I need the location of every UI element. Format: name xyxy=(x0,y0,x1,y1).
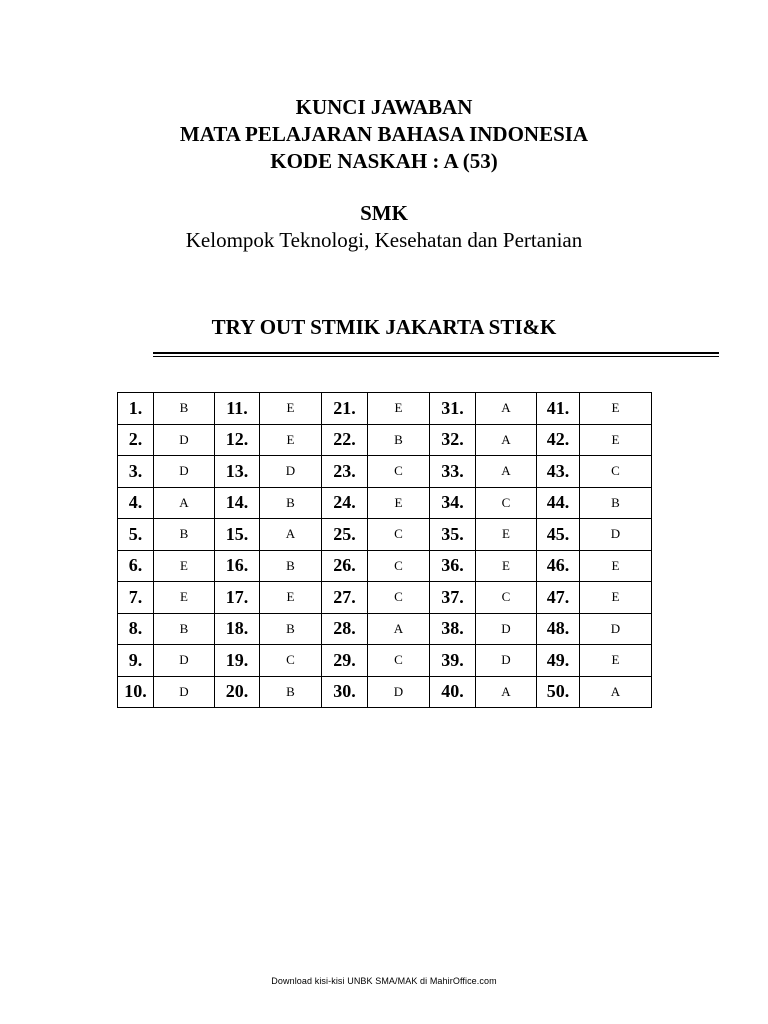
answer-letter: E xyxy=(476,519,537,551)
question-number: 1. xyxy=(118,393,154,425)
question-number: 48. xyxy=(537,613,580,645)
question-number: 19. xyxy=(215,645,260,677)
answer-letter: B xyxy=(260,550,322,582)
answer-letter: D xyxy=(580,613,652,645)
answer-letter: D xyxy=(154,645,215,677)
question-number: 49. xyxy=(537,645,580,677)
table-row xyxy=(118,424,652,456)
question-number: 16. xyxy=(215,550,260,582)
answer-letter: E xyxy=(580,582,652,614)
answer-letter: D xyxy=(368,676,430,708)
footer-note: Download kisi-kisi UNBK SMA/MAK di MahirOffice.com xyxy=(271,976,497,986)
answer-letter: B xyxy=(154,393,215,425)
answer-letter: B xyxy=(154,519,215,551)
answer-letter: B xyxy=(368,424,430,456)
question-number: 6. xyxy=(118,550,154,582)
answer-letter: A xyxy=(476,424,537,456)
answer-letter: C xyxy=(368,645,430,677)
answer-letter: E xyxy=(260,393,322,425)
table-row xyxy=(118,487,652,519)
question-number: 11. xyxy=(215,393,260,425)
answer-letter: A xyxy=(476,676,537,708)
table-row xyxy=(118,550,652,582)
question-number: 31. xyxy=(430,393,476,425)
question-number: 34. xyxy=(430,487,476,519)
answer-letter: E xyxy=(580,393,652,425)
answer-letter: C xyxy=(476,487,537,519)
answer-letter: E xyxy=(260,424,322,456)
answer-letter: C xyxy=(260,645,322,677)
answer-letter: C xyxy=(368,582,430,614)
question-number: 46. xyxy=(537,550,580,582)
program-subtitle: Kelompok Teknologi, Kesehatan dan Pertanian xyxy=(185,228,583,252)
answer-letter: B xyxy=(260,676,322,708)
answer-letter: A xyxy=(368,613,430,645)
answer-letter: B xyxy=(580,487,652,519)
question-number: 47. xyxy=(537,582,580,614)
answer-letter: E xyxy=(154,550,215,582)
question-number: 14. xyxy=(215,487,260,519)
question-number: 4. xyxy=(118,487,154,519)
answer-letter: A xyxy=(580,676,652,708)
question-number: 45. xyxy=(537,519,580,551)
question-number: 9. xyxy=(118,645,154,677)
answer-letter: A xyxy=(260,519,322,551)
title-line: KUNCI JAWABAN xyxy=(295,95,473,119)
table-row xyxy=(118,519,652,551)
answer-letter: E xyxy=(580,424,652,456)
question-number: 30. xyxy=(322,676,368,708)
question-number: 25. xyxy=(322,519,368,551)
question-number: 35. xyxy=(430,519,476,551)
question-number: 32. xyxy=(430,424,476,456)
question-number: 50. xyxy=(537,676,580,708)
answer-letter: E xyxy=(476,550,537,582)
question-number: 10. xyxy=(118,676,154,708)
answer-letter: D xyxy=(154,676,215,708)
answer-letter: B xyxy=(154,613,215,645)
question-number: 36. xyxy=(430,550,476,582)
question-number: 27. xyxy=(322,582,368,614)
answer-letter: D xyxy=(476,645,537,677)
question-number: 29. xyxy=(322,645,368,677)
question-number: 18. xyxy=(215,613,260,645)
answer-letter: C xyxy=(368,519,430,551)
answer-letter: A xyxy=(154,487,215,519)
question-number: 37. xyxy=(430,582,476,614)
question-number: 42. xyxy=(537,424,580,456)
table-row xyxy=(118,393,652,425)
question-number: 5. xyxy=(118,519,154,551)
title-line: KODE NASKAH : A (53) xyxy=(270,149,498,173)
answer-letter: A xyxy=(476,393,537,425)
answer-letter: D xyxy=(154,424,215,456)
question-number: 20. xyxy=(215,676,260,708)
divider-line-thick xyxy=(153,352,719,354)
question-number: 33. xyxy=(430,456,476,488)
answer-letter: E xyxy=(580,645,652,677)
question-number: 8. xyxy=(118,613,154,645)
divider-line-thin xyxy=(153,356,719,357)
tryout-heading: TRY OUT STMIK JAKARTA STI&K xyxy=(211,315,557,339)
question-number: 21. xyxy=(322,393,368,425)
table-row xyxy=(118,613,652,645)
answer-letter: A xyxy=(476,456,537,488)
question-number: 17. xyxy=(215,582,260,614)
question-number: 41. xyxy=(537,393,580,425)
question-number: 28. xyxy=(322,613,368,645)
question-number: 43. xyxy=(537,456,580,488)
table-row xyxy=(118,582,652,614)
question-number: 40. xyxy=(430,676,476,708)
answer-letter: B xyxy=(260,487,322,519)
answer-key-table xyxy=(117,392,652,708)
question-number: 13. xyxy=(215,456,260,488)
question-number: 23. xyxy=(322,456,368,488)
question-number: 15. xyxy=(215,519,260,551)
answer-letter: E xyxy=(260,582,322,614)
question-number: 7. xyxy=(118,582,154,614)
answer-letter: E xyxy=(580,550,652,582)
question-number: 44. xyxy=(537,487,580,519)
answer-letter: D xyxy=(154,456,215,488)
answer-letter: B xyxy=(260,613,322,645)
question-number: 39. xyxy=(430,645,476,677)
answer-letter: D xyxy=(580,519,652,551)
table-row xyxy=(118,456,652,488)
question-number: 38. xyxy=(430,613,476,645)
answer-letter: C xyxy=(476,582,537,614)
answer-key-body xyxy=(118,393,652,708)
answer-letter: D xyxy=(260,456,322,488)
answer-letter: E xyxy=(154,582,215,614)
table-row xyxy=(118,645,652,677)
answer-letter: C xyxy=(368,456,430,488)
answer-letter: C xyxy=(580,456,652,488)
answer-letter: E xyxy=(368,393,430,425)
table-row xyxy=(118,676,652,708)
question-number: 26. xyxy=(322,550,368,582)
title-line: MATA PELAJARAN BAHASA INDONESIA xyxy=(179,122,589,146)
program-heading: SMK xyxy=(360,201,408,225)
answer-letter: D xyxy=(476,613,537,645)
document-title xyxy=(0,94,768,175)
question-number: 3. xyxy=(118,456,154,488)
question-number: 24. xyxy=(322,487,368,519)
question-number: 12. xyxy=(215,424,260,456)
answer-letter: C xyxy=(368,550,430,582)
question-number: 22. xyxy=(322,424,368,456)
answer-letter: E xyxy=(368,487,430,519)
question-number: 2. xyxy=(118,424,154,456)
